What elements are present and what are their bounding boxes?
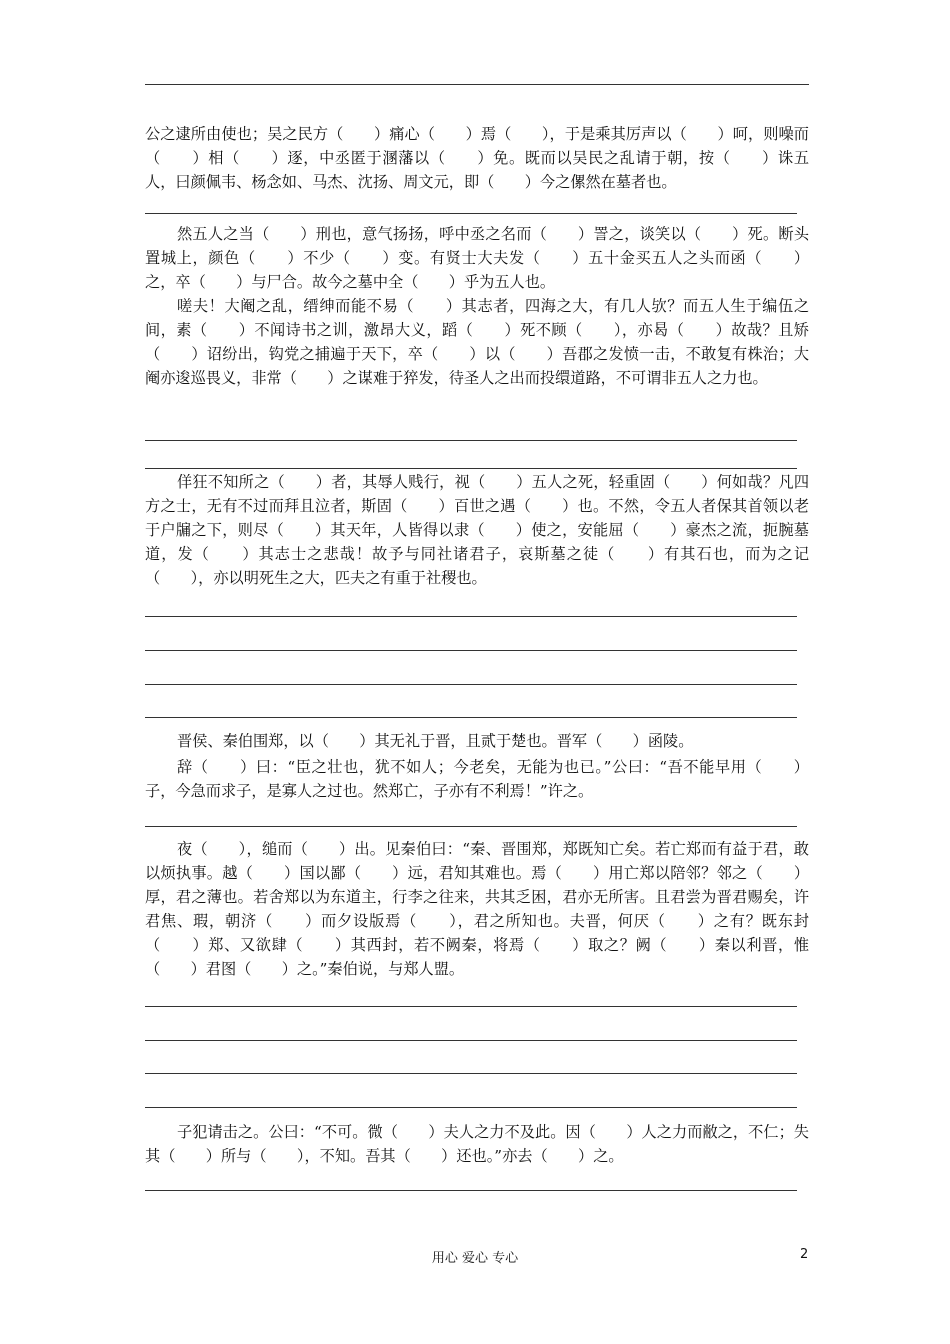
answer-line — [145, 826, 797, 827]
passage-2: 然五人之当（ ）刑也，意气扬扬，呼中丞之名而（ ）詈之，谈笑以（ ）死。断头置城上，颜色（ ）不少（ ）变。有贤士大夫发（ ）五十金买五人之头而函（ ）之，卒（ ）与尸合。故今之墓中全（ ）乎为五人也。 — [145, 225, 809, 291]
answer-line — [145, 1107, 797, 1108]
footer-text: 用心 爱心 专心 — [431, 1251, 519, 1266]
passage-8: 子犯请击之。公曰：“不可。微（ ）夫人之力不及此。因（ ）人之力而敝之，不仁；失其（ ）所与（ ），不知。吾其（ ）还也。”亦去（ ）之。 — [145, 1123, 809, 1165]
passage-3: 嗟夫！大阉之乱，缙绅而能不易（ ）其志者，四海之大，有几人欤？而五人生于编伍之间，素（ ）不闻诗书之训，激昂大义，蹈（ ）死不顾（ ），亦曷（ ）故哉？且矫（ ）诏纷出，钩党之捕遍于天下，卒（ ）以（ ）吾郡之发愤一击，不敢复有株治；大阉亦逡巡畏义，非常（ ）之谋难于猝发，待圣人之出而投缳道路，不可谓非五人之力也。 — [145, 297, 809, 387]
answer-line — [145, 684, 797, 685]
header-rule — [145, 84, 809, 85]
answer-line — [145, 440, 797, 441]
page-number: 2 — [800, 1247, 809, 1262]
passage-7: 夜（ ），缒而（ ）出。见秦伯曰：“秦、晋围郑，郑既知亡矣。若亡郑而有益于君，敢以烦执事。越（ ）国以鄙（ ）远，君知其难也。焉（ ）用亡郑以陪邻？邻之（ ）厚，君之薄也。若舍郑以为东道主，行李之往来，共其乏困，君亦无所害。且君尝为晋君赐矣，许君焦、瑕，朝济（ ）而夕设版焉（ ），君之所知也。夫晋，何厌（ ）之有？既东封（ ）郑、又欲肆（ ）其西封，若不阙秦，将焉（ ）取之？阙（ ）秦以利晋，惟（ ）君图（ ）之。”秦伯说，与郑人盟。 — [145, 840, 809, 978]
answer-line — [145, 213, 797, 214]
answer-line — [145, 1073, 797, 1074]
passage-4: 佯狂不知所之（ ）者，其辱人贱行，视（ ）五人之死，轻重固（ ）何如哉？凡四方之士，无有不过而拜且泣者，斯固（ ）百世之遇（ ）也。不然，令五人者保其首领以老于户牖之下，则尽（ ）其天年，人皆得以隶（ ）使之，安能屈（ ）豪杰之流，扼腕墓道，发（ ）其志士之悲哉！故予与同社诸君子，哀斯墓之徒（ ）有其石也，而为之记（ ），亦以明死生之大，匹夫之有重于社稷也。 — [145, 473, 809, 587]
answer-line — [145, 1006, 797, 1007]
answer-line — [145, 1190, 797, 1191]
answer-line — [145, 468, 797, 469]
answer-line — [145, 650, 797, 651]
passage-1: 公之逮所由使也；吴之民方（ ）痛心（ ）焉（ ），于是乘其厉声以（ ）呵，则噪而（ ）相（ ）逐，中丞匿于溷藩以（ ）免。既而以吴民之乱请于朝，按（ ）诛五人，曰颜佩韦、杨念如、马杰、沈扬、周文元，即（ ）今之傫然在墓者也。 — [145, 125, 809, 191]
answer-line — [145, 717, 797, 718]
passage-5: 晋侯、秦伯围郑，以（ ）其无礼于晋，且贰于楚也。晋军（ ）函陵。 — [177, 732, 694, 750]
passage-6: 辞（ ）曰：“臣之壮也，犹不如人；今老矣，无能为也已。”公曰：“吾不能早用（ ）子，今急而求子，是寡人之过也。然郑亡，子亦有不利焉！”许之。 — [145, 758, 809, 800]
answer-line — [145, 616, 797, 617]
answer-line — [145, 1040, 797, 1041]
